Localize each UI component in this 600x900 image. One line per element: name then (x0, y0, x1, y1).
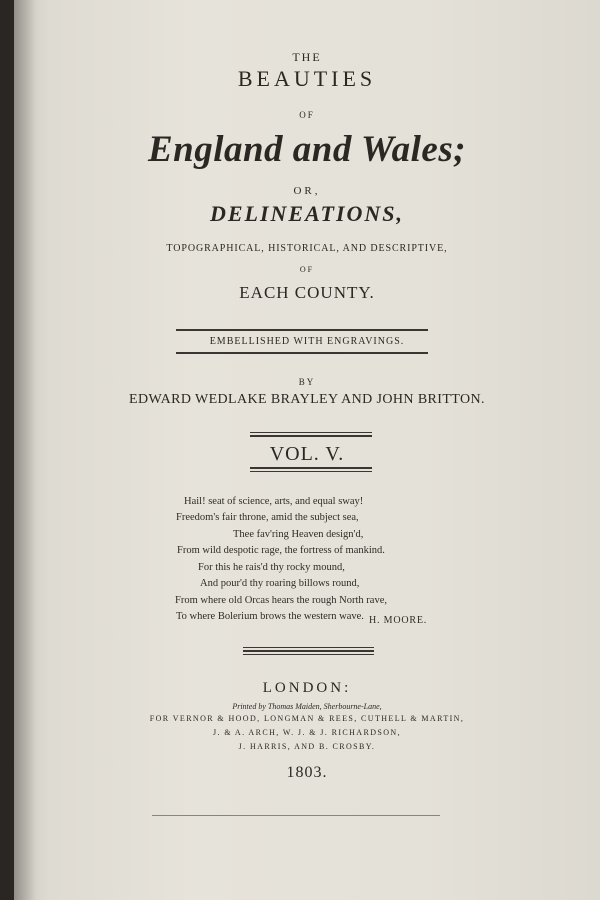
poem-line: Thee fav'ring Heaven design'd, (233, 529, 364, 540)
book-page (14, 0, 600, 900)
by-line: BY (298, 377, 316, 387)
poem-line: From where old Orcas hears the rough North rave, (175, 595, 387, 606)
poem-attribution: H. MOORE. (369, 615, 428, 626)
authors-line: EDWARD WEDLAKE BRAYLEY AND JOHN BRITTON. (129, 392, 485, 407)
subtitle: TOPOGRAPHICAL, HISTORICAL, AND DESCRIPTIVE, (166, 243, 448, 254)
title-word-the: THE (292, 50, 322, 64)
volume-top-rule-thick (250, 435, 372, 437)
title-word-of-2: OF (299, 265, 315, 274)
volume-bottom-rule-thin (250, 471, 372, 472)
imprint-publishers: FOR VERNOR & HOOD, LONGMAN & REES, CUTHELL & MARTIN, (149, 714, 465, 723)
divider-rule-2 (243, 650, 374, 652)
volume-top-rule-thin (250, 432, 372, 433)
each-county-heading: EACH COUNTY. (239, 283, 375, 302)
imprint-publishers: J. & A. ARCH, W. J. & J. RICHARDSON, (213, 728, 401, 737)
imprint-printer: Printed by Thomas Maiden, Sherbourne-Lane, (232, 702, 382, 711)
poem-line: Freedom's fair throne, amid the subject sea, (176, 512, 359, 523)
title-word-or: OR, (293, 185, 321, 197)
poem-line: And pour'd thy roaring billows round, (200, 578, 360, 589)
volume-label: VOL. V. (269, 443, 345, 465)
poem-line: For this he rais'd thy rocky mound, (198, 562, 345, 573)
main-title: England and Wales; (147, 129, 467, 170)
imprint-publishers: J. HARRIS, AND B. CROSBY. (238, 742, 376, 751)
title-word-of: OF (299, 110, 315, 120)
imprint-year: 1803. (286, 764, 328, 781)
volume-bottom-rule-thick (250, 467, 372, 469)
divider-rule-3 (243, 654, 374, 655)
embellished-top-rule (176, 329, 428, 331)
title-word-beauties: BEAUTIES (237, 66, 377, 91)
divider-rule-1 (243, 647, 374, 648)
delineations-heading: DELINEATIONS, (209, 201, 405, 226)
poem-line: Hail! seat of science, arts, and equal sway! (184, 496, 364, 507)
poem-line: To where Bolerium brows the western wave. (176, 611, 364, 622)
imprint-city: LONDON: (262, 680, 352, 696)
poem-line: From wild despotic rage, the fortress of mankind. (177, 545, 385, 556)
bottom-faint-rule (152, 815, 440, 816)
embellished-line: EMBELLISHED WITH ENGRAVINGS. (209, 336, 405, 347)
embellished-bottom-rule (176, 352, 428, 354)
